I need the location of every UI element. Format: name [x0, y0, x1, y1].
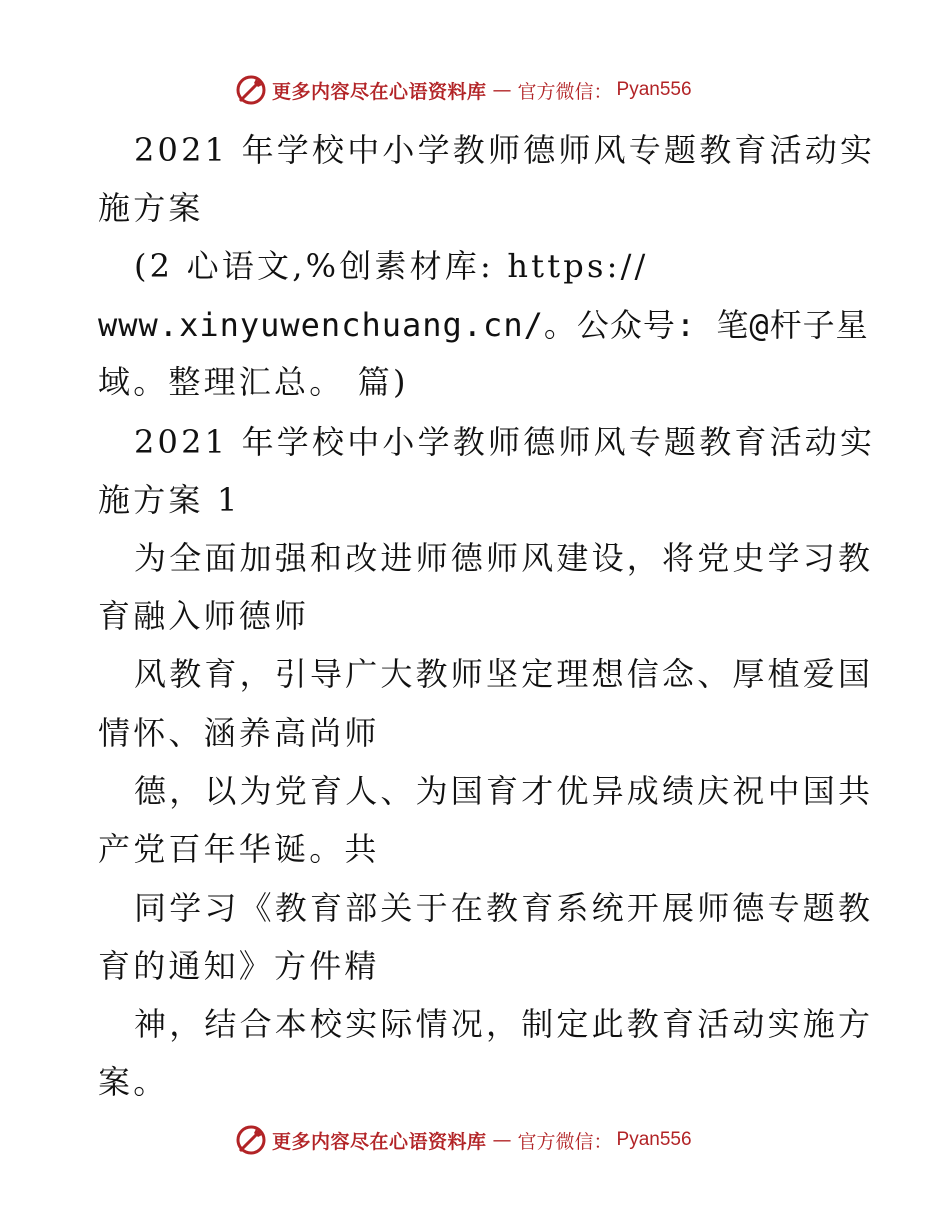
doc-source-line-3: 域。整理汇总。 篇) — [98, 363, 409, 401]
doc-paragraph-line: 同学习《教育部关于在教育系统开展师德专题教 — [134, 889, 874, 927]
doc-paragraph-line: 育的通知》方件精 — [98, 947, 380, 985]
doc-title-line-1: 2021 年学校中小学教师德师风专题教育活动实 — [134, 131, 876, 169]
doc-paragraph-line: 神，结合本校实际情况，制定此教育活动实施方 — [134, 1005, 874, 1043]
doc-paragraph-line: 德，以为党育人、为国育才优异成绩庆祝中国共 — [134, 772, 874, 810]
doc-source-line-1: (2 心语文,%创素材库: https:// — [134, 247, 649, 285]
doc-paragraph-line: 情怀、涵养高尚师 — [98, 714, 380, 752]
doc-paragraph-line: 案。 — [98, 1063, 169, 1101]
header-promo-text: 更多内容尽在心语资料库 — [272, 80, 487, 103]
doc-paragraph-line: 产党百年华诞。共 — [98, 830, 380, 868]
footer-banner — [234, 1122, 692, 1158]
footer-wechat-id: Pyan556 — [616, 1129, 692, 1150]
doc-paragraph-line: 育融入师德师 — [98, 597, 310, 635]
doc-source-line-2: www.xinyuwenchuang.cn/。公众号: 笔@杆子星 — [98, 306, 869, 344]
doc-heading-line-2: 施方案 1 — [98, 481, 241, 519]
pen-logo-icon — [234, 73, 268, 107]
header-wechat-id: Pyan556 — [616, 79, 692, 100]
footer-dash: — — [492, 1129, 512, 1151]
doc-title-line-2: 施方案 — [98, 189, 204, 227]
footer-wechat-label: 官方微信： — [517, 1130, 613, 1153]
header-banner — [234, 72, 692, 108]
doc-paragraph-line: 风教育，引导广大教师坚定理想信念、厚植爱国 — [134, 655, 874, 693]
footer-promo-text: 更多内容尽在心语资料库 — [272, 1130, 487, 1153]
pen-logo-icon — [234, 1123, 268, 1157]
doc-paragraph-line: 为全面加强和改进师德师风建设，将党史学习教 — [134, 539, 874, 577]
header-dash: — — [492, 79, 512, 101]
doc-heading-line-1: 2021 年学校中小学教师德师风专题教育活动实 — [134, 423, 876, 461]
header-wechat-label: 官方微信： — [517, 80, 613, 103]
